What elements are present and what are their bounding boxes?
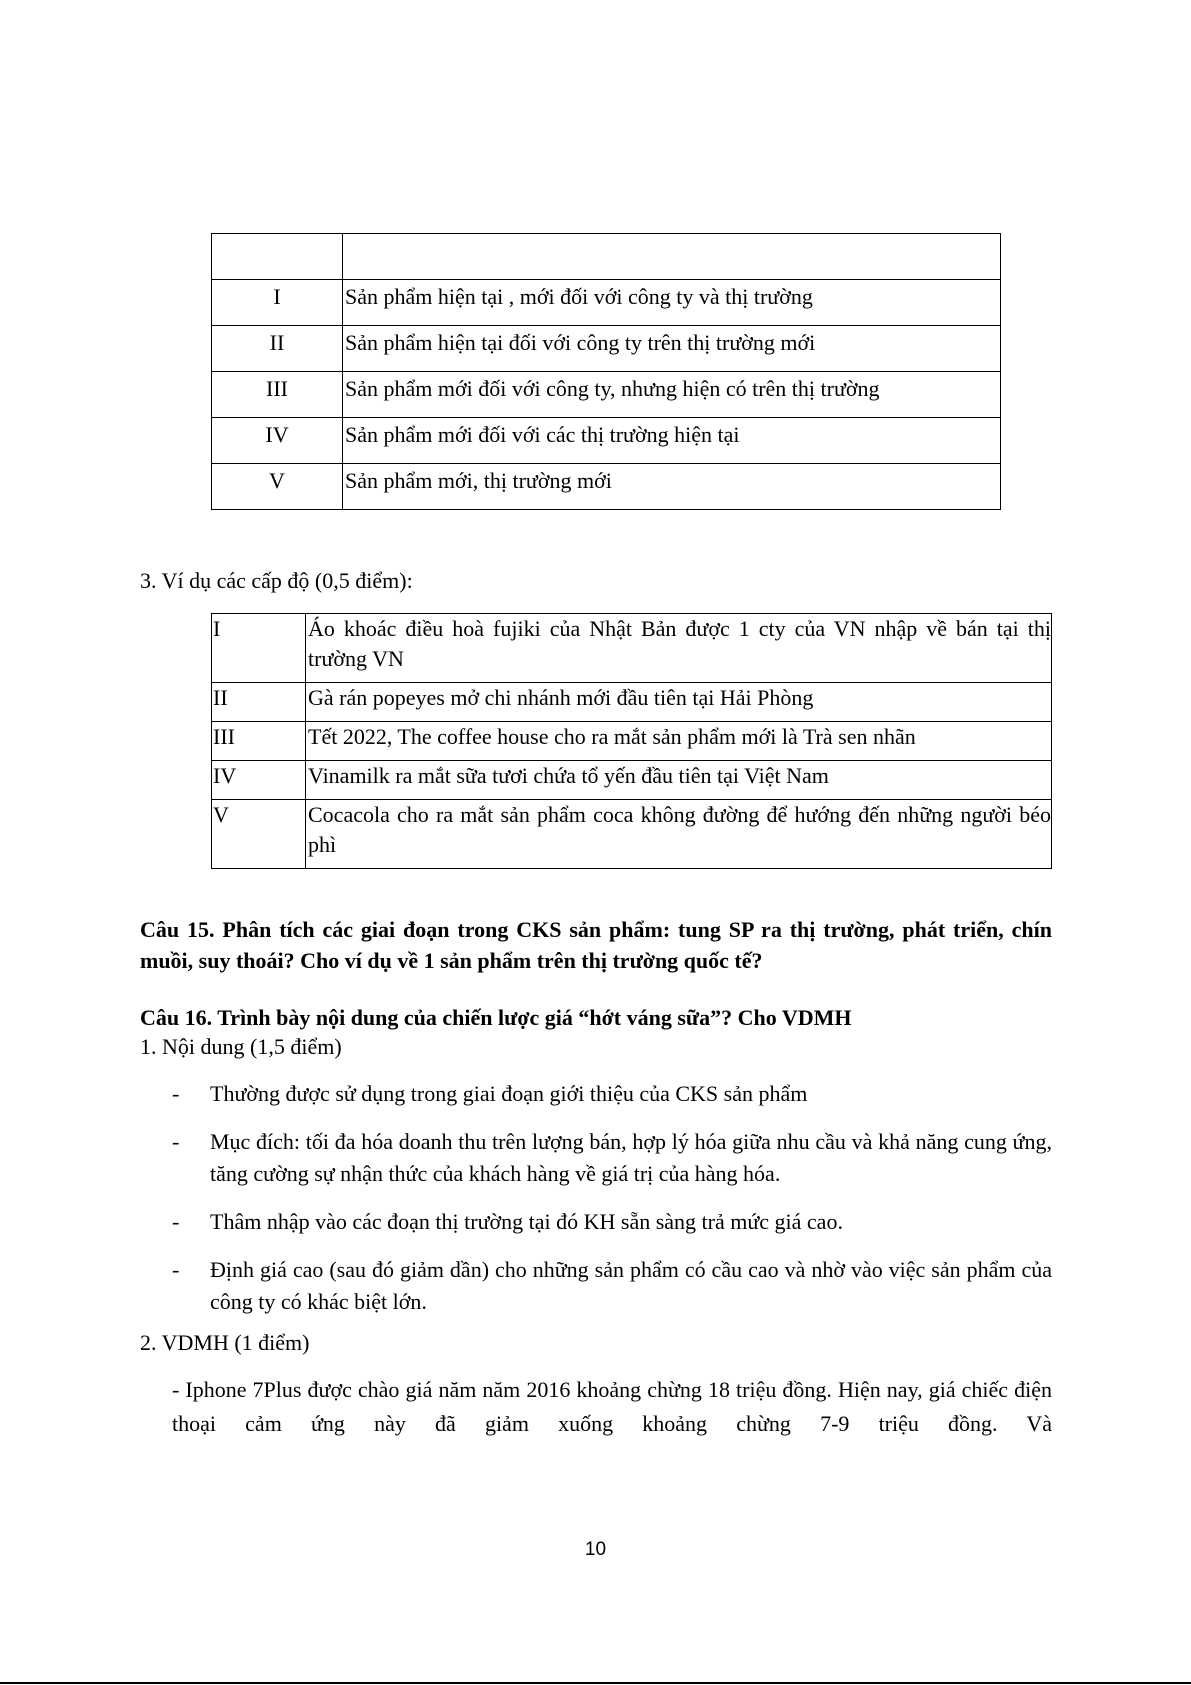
example-cell: Vinamilk ra mắt sữa tươi chứa tổ yến đầu tiên tại Việt Nam: [306, 761, 1052, 800]
page-number: 10: [584, 1539, 607, 1560]
question-15-heading: Câu 15. Phân tích các giai đoạn trong CKS sản phẩm: tung SP ra thị trường, phát triển, chín muồi, suy thoái? Cho ví dụ về 1 sản phẩm trên thị trường quốc tế?: [140, 917, 1052, 973]
list-item: [172, 1078, 1052, 1110]
footer-divider: [0, 1682, 1191, 1684]
level-cell: I: [212, 614, 306, 683]
level-cell: II: [212, 683, 306, 722]
table-header-row: [212, 234, 1001, 280]
table-header-cell: [343, 234, 1001, 280]
list-item: [172, 1206, 1052, 1238]
bullet-marker: -: [172, 1081, 180, 1106]
table-row: [212, 326, 1001, 372]
table-row: [212, 464, 1001, 510]
description-cell: Sản phẩm mới đối với công ty, nhưng hiện có trên thị trường: [343, 372, 1001, 418]
example-cell: Áo khoác điều hoà fujiki của Nhật Bản được 1 cty của VN nhập về bán tại thị trường VN: [306, 614, 1052, 683]
level-cell: V: [212, 800, 306, 869]
bullet-text: Định giá cao (sau đó giảm dần) cho những sản phẩm có cầu cao và nhờ vào việc sản phẩm của công ty có khác biệt lớn.: [210, 1257, 1052, 1314]
table-row: [212, 722, 1052, 761]
level-cell: I: [212, 280, 343, 326]
vdmh-heading: 2. VDMH (1 điểm): [140, 1330, 310, 1355]
examples-heading: 3. Ví dụ các cấp độ (0,5 điểm):: [140, 568, 413, 593]
bullet-marker: -: [172, 1129, 180, 1154]
levels-table: [211, 233, 1001, 510]
content-heading: 1. Nội dung (1,5 điểm): [140, 1034, 342, 1059]
level-cell: V: [212, 464, 343, 510]
examples-table: [211, 613, 1052, 869]
table-row: [212, 761, 1052, 800]
bullet-marker: -: [172, 1209, 180, 1234]
level-cell: II: [212, 326, 343, 372]
level-cell: III: [212, 372, 343, 418]
vdmh-paragraph: - Iphone 7Plus được chào giá năm năm 2016 khoảng chừng 18 triệu đồng. Hiện nay, giá chiếc điện thoại cảm ứng này đã giảm xuống khoảng chừng 7-9 triệu đồng. Và: [172, 1377, 1052, 1436]
level-cell: IV: [212, 761, 306, 800]
question-16-heading: Câu 16. Trình bày nội dung của chiến lược giá “hớt váng sữa”? Cho VDMH: [140, 1005, 852, 1030]
table-row: [212, 614, 1052, 683]
level-cell: IV: [212, 418, 343, 464]
table-header-cell: [212, 234, 343, 280]
table-row: [212, 800, 1052, 869]
table-row: [212, 280, 1001, 326]
description-cell: Sản phẩm mới, thị trường mới: [343, 464, 1001, 510]
bullet-text: Thường được sử dụng trong giai đoạn giới thiệu của CKS sản phẩm: [210, 1081, 808, 1106]
table-row: [212, 683, 1052, 722]
example-cell: Gà rán popeyes mở chi nhánh mới đầu tiên tại Hải Phòng: [306, 683, 1052, 722]
table-row: [212, 372, 1001, 418]
list-item: [172, 1126, 1052, 1190]
level-cell: III: [212, 722, 306, 761]
description-cell: Sản phẩm hiện tại đối với công ty trên thị trường mới: [343, 326, 1001, 372]
example-cell: Tết 2022, The coffee house cho ra mắt sản phẩm mới là Trà sen nhãn: [306, 722, 1052, 761]
bullet-text: Mục đích: tối đa hóa doanh thu trên lượng bán, hợp lý hóa giữa nhu cầu và khả năng cung ứng, tăng cường sự nhận thức của khách hàng về giá trị của hàng hóa.: [210, 1129, 1052, 1186]
content-bullet-list: [172, 1078, 1052, 1334]
example-cell: Cocacola cho ra mắt sản phẩm coca không đường để hướng đến những người béo phì: [306, 800, 1052, 869]
description-cell: Sản phẩm hiện tại , mới đối với công ty và thị trường: [343, 280, 1001, 326]
bullet-marker: -: [172, 1257, 180, 1282]
description-cell: Sản phẩm mới đối với các thị trường hiện tại: [343, 418, 1001, 464]
table-row: [212, 418, 1001, 464]
list-item: [172, 1254, 1052, 1318]
bullet-text: Thâm nhập vào các đoạn thị trường tại đó KH sẵn sàng trả mức giá cao.: [210, 1209, 843, 1234]
